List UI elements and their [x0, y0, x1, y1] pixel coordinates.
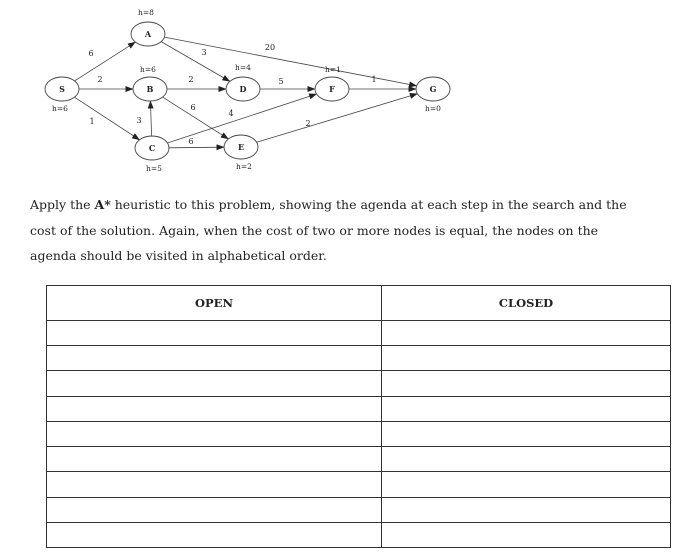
search-graph-diagram — [0, 0, 681, 190]
edge-cost-c-b: 3 — [136, 116, 142, 125]
node-d — [226, 63, 260, 101]
heuristic-label-d: h=4 — [235, 63, 251, 72]
open-cell[interactable] — [47, 421, 382, 446]
edge-s-c — [74, 97, 142, 140]
closed-cell[interactable] — [382, 522, 671, 547]
heuristic-label-g: h=0 — [425, 104, 441, 113]
heuristic-label-s: h=6 — [52, 104, 68, 113]
open-column-header: OPEN — [47, 286, 382, 321]
node-label-e: E — [237, 142, 245, 152]
heuristic-label-e: h=2 — [236, 162, 252, 171]
table-row — [47, 396, 671, 421]
table-row — [47, 321, 671, 346]
edge-c-e — [169, 147, 224, 148]
node-a — [131, 8, 165, 46]
edge-cost-s-b: 2 — [97, 75, 103, 84]
edge-a-g — [164, 37, 416, 86]
instructions-bold-term: A* — [94, 197, 111, 212]
closed-cell[interactable] — [382, 321, 671, 346]
edge-cost-s-c: 1 — [89, 117, 95, 126]
open-cell[interactable] — [47, 321, 382, 346]
table-row — [47, 497, 671, 522]
heuristic-label-b: h=6 — [140, 65, 156, 74]
node-label-a: A — [144, 29, 152, 39]
edge-cost-s-a: 6 — [88, 49, 94, 58]
table-row — [47, 447, 671, 472]
edge-s-a — [75, 42, 136, 81]
instructions-text-1: Apply the — [30, 197, 95, 212]
edge-e-g — [257, 94, 418, 143]
table-row — [47, 346, 671, 371]
node-b — [133, 65, 167, 101]
table-row — [47, 472, 671, 497]
node-label-g: G — [429, 84, 437, 94]
closed-column-header: CLOSED — [382, 286, 671, 321]
table-header-row — [47, 286, 671, 321]
closed-cell[interactable] — [382, 346, 671, 371]
edge-cost-c-e: 6 — [188, 137, 194, 146]
node-label-d: D — [239, 84, 247, 94]
open-cell[interactable] — [47, 346, 382, 371]
edge-cost-c-f: 4 — [228, 109, 234, 118]
edge-cost-d-f: 5 — [278, 77, 284, 86]
open-cell[interactable] — [47, 447, 382, 472]
closed-cell[interactable] — [382, 447, 671, 472]
edge-cost-a-g: 20 — [264, 43, 276, 52]
closed-cell[interactable] — [382, 371, 671, 396]
open-cell[interactable] — [47, 396, 382, 421]
node-s — [45, 77, 79, 113]
edge-cost-b-e: 6 — [190, 103, 196, 112]
heuristic-label-a: h=8 — [138, 8, 154, 17]
edge-cost-e-g: 2 — [305, 119, 311, 128]
open-cell[interactable] — [47, 472, 382, 497]
node-g — [416, 77, 450, 113]
open-cell[interactable] — [47, 522, 382, 547]
node-label-f: F — [329, 84, 335, 94]
edge-cost-b-d: 2 — [188, 75, 194, 84]
table-row — [47, 522, 671, 547]
node-label-b: B — [146, 84, 154, 94]
closed-cell[interactable] — [382, 421, 671, 446]
heuristic-label-c: h=5 — [146, 164, 162, 173]
closed-cell[interactable] — [382, 472, 671, 497]
node-f — [315, 65, 349, 101]
edge-cost-f-g: 1 — [371, 75, 377, 84]
open-cell[interactable] — [47, 497, 382, 522]
node-label-s: S — [59, 84, 65, 94]
instructions-paragraph — [30, 192, 630, 269]
closed-cell[interactable] — [382, 497, 671, 522]
heuristic-label-f: h=1 — [325, 65, 341, 74]
instructions-text-2: heuristic to this problem, showing the agenda at each step in the search and the cost of the solution. Again, when the cost of two or more nodes is equal, the nodes on the agenda should be visited in alphabetical order. — [30, 197, 627, 263]
table-row — [47, 421, 671, 446]
node-c — [135, 136, 169, 173]
node-label-c: C — [148, 143, 156, 153]
edge-cost-a-d: 3 — [201, 48, 207, 57]
open-cell[interactable] — [47, 371, 382, 396]
closed-cell[interactable] — [382, 396, 671, 421]
agenda-table — [46, 285, 671, 548]
node-e — [224, 135, 258, 171]
edge-c-b — [150, 101, 151, 136]
table-row — [47, 371, 671, 396]
